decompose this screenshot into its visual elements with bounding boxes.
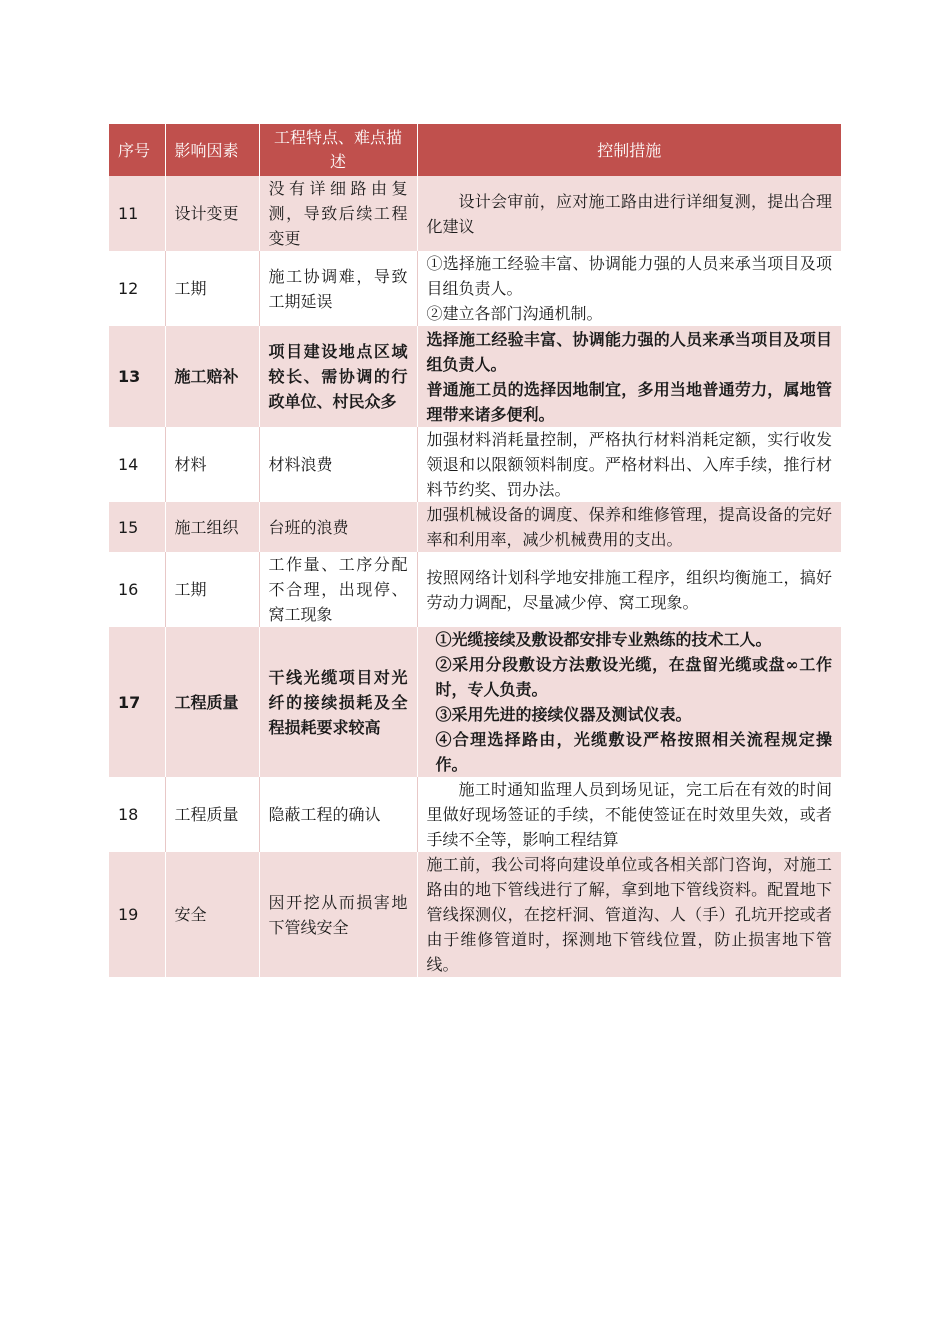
row-description: 台班的浪费 [259, 502, 417, 552]
row-measures [417, 251, 841, 326]
measure-line: 普通施工员的选择因地制宜，多用当地普通劳力，属地管理带来诸多便利。 [426, 379, 832, 424]
risk-control-table [109, 124, 841, 977]
row-factor: 设计变更 [165, 176, 259, 251]
header-no: 序号 [109, 124, 165, 176]
row-number: 15 [109, 502, 165, 552]
row-number: 13 [109, 326, 165, 427]
measure-line: 设计会审前，应对施工路由进行详细复测，提出合理化建议 [426, 191, 832, 236]
measure-line: ②采用分段敷设方法敷设光缆，在盘留光缆或盘∞工作时，专人负责。 [435, 655, 832, 699]
measure-line: 施工前，我公司将向建设单位或各相关部门咨询，对施工路由的地下管线进行了解，拿到地下管线资料。配置地下管线探测仪，在挖杆洞、管道沟、人（手）孔坑开挖或者由于维修管道时，探测地下管线位置，防止损害地下管线。 [426, 855, 832, 974]
header-description: 工程特点、难点描述 [259, 124, 417, 176]
row-description: 施工协调难，导致工期延误 [259, 251, 417, 326]
row-number: 17 [109, 627, 165, 777]
row-description: 没有详细路由复测，导致后续工程变更 [259, 176, 417, 251]
row-number: 19 [109, 852, 165, 977]
row-measures [417, 176, 841, 251]
measure-line: ①选择施工经验丰富、协调能力强的人员来承当项目及项目组负责人。 [426, 254, 832, 298]
row-factor: 工期 [165, 552, 259, 627]
table-row [109, 427, 841, 502]
row-factor: 材料 [165, 427, 259, 502]
header-measures: 控制措施 [417, 124, 841, 176]
row-description: 因开挖从而损害地下管线安全 [259, 852, 417, 977]
row-measures [417, 777, 841, 852]
row-measures [417, 326, 841, 427]
measure-line: 加强机械设备的调度、保养和维修管理，提高设备的完好率和利用率，减少机械费用的支出。 [426, 505, 832, 549]
row-factor: 工期 [165, 251, 259, 326]
measure-line: ③采用先进的接续仪器及测试仪表。 [435, 705, 692, 724]
row-number: 12 [109, 251, 165, 326]
row-description: 工作量、工序分配不合理，出现停、窝工现象 [259, 552, 417, 627]
row-description: 材料浪费 [259, 427, 417, 502]
table-row [109, 176, 841, 251]
row-factor: 施工组织 [165, 502, 259, 552]
row-number: 16 [109, 552, 165, 627]
row-measures [417, 552, 841, 627]
row-number: 14 [109, 427, 165, 502]
measure-line: 按照网络计划科学地安排施工程序，组织均衡施工，搞好劳动力调配，尽量减少停、窝工现象。 [426, 567, 832, 612]
table-row [109, 627, 841, 777]
table-row [109, 326, 841, 427]
row-measures [417, 502, 841, 552]
row-factor: 安全 [165, 852, 259, 977]
row-measures [417, 852, 841, 977]
measure-line: ①光缆接续及敷设都安排专业熟练的技术工人。 [435, 630, 772, 649]
row-description: 隐蔽工程的确认 [259, 777, 417, 852]
table-row [109, 852, 841, 977]
row-measures [417, 627, 841, 777]
measure-line: ④合理选择路由，光缆敷设严格按照相关流程规定操作。 [435, 730, 832, 774]
measure-line: ②建立各部门沟通机制。 [426, 304, 603, 323]
measure-line: 加强材料消耗量控制，严格执行材料消耗定额，实行收发领退和以限额领料制度。严格材料出、入库手续，推行材料节约奖、罚办法。 [426, 430, 832, 499]
table-header-row [109, 124, 841, 176]
table-row [109, 777, 841, 852]
table-row [109, 502, 841, 552]
row-measures [417, 427, 841, 502]
header-factor: 影响因素 [165, 124, 259, 176]
table-row [109, 552, 841, 627]
row-factor: 工程质量 [165, 777, 259, 852]
measure-line: 选择施工经验丰富、协调能力强的人员来承当项目及项目组负责人。 [426, 329, 832, 374]
row-description: 干线光缆项目对光纤的接续损耗及全程损耗要求较高 [259, 627, 417, 777]
row-number: 18 [109, 777, 165, 852]
measure-line: 施工时通知监理人员到场见证，完工后在有效的时间里做好现场签证的手续，不能使签证在时效里失效，或者手续不全等，影响工程结算 [426, 780, 832, 849]
row-factor: 施工赔补 [165, 326, 259, 427]
row-number: 11 [109, 176, 165, 251]
table-row [109, 251, 841, 326]
row-description: 项目建设地点区域较长、需协调的行政单位、村民众多 [259, 326, 417, 427]
row-factor: 工程质量 [165, 627, 259, 777]
